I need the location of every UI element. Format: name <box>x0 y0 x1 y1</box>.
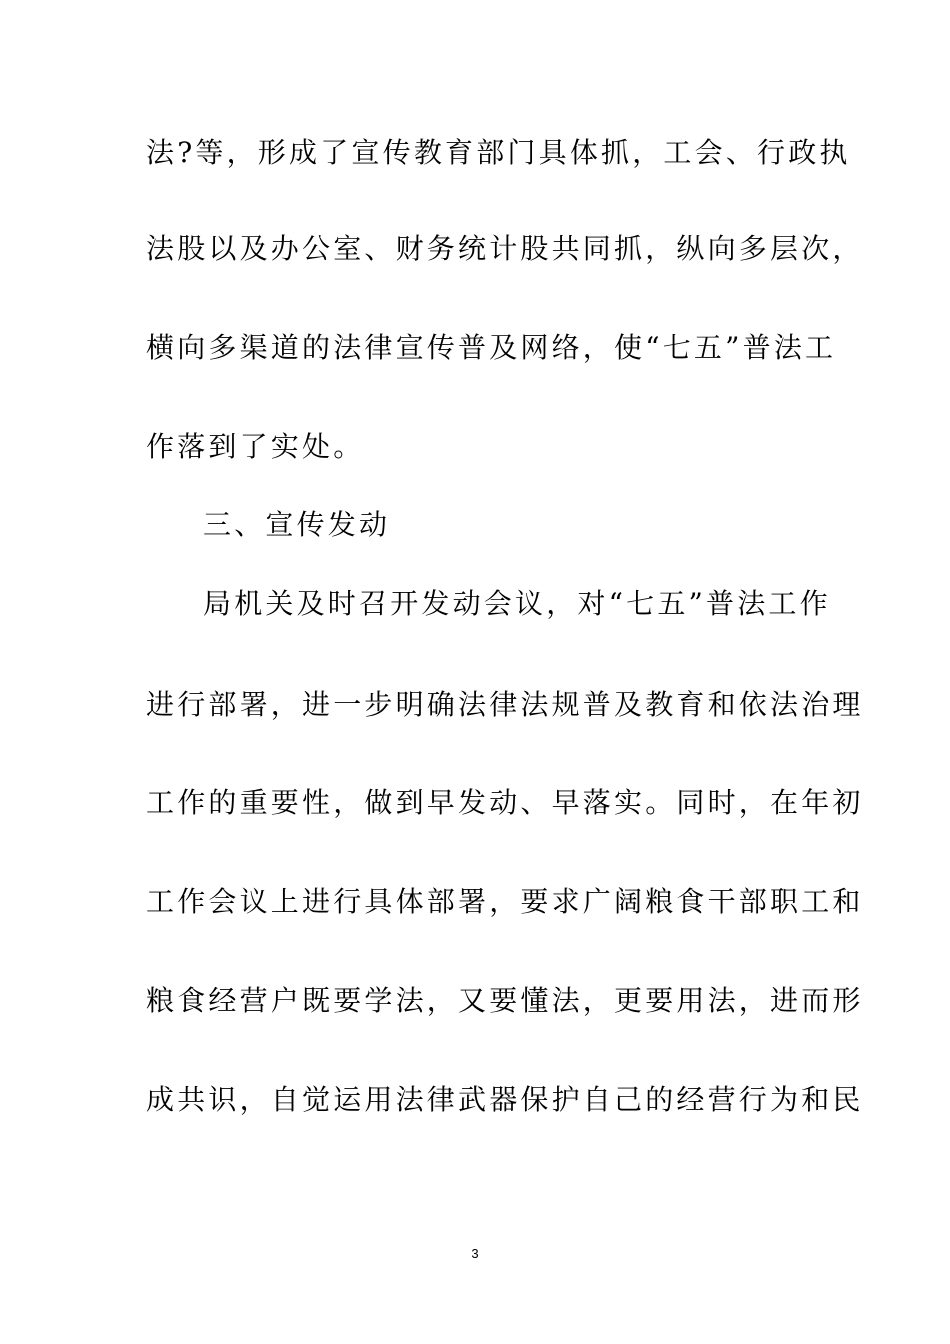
body-text-line: 成共识，自觉运用法律武器保护自己的经营行为和民 <box>146 1083 864 1116</box>
body-text-line: 作落到了实处。 <box>146 430 365 463</box>
body-text-line: 工作的重要性，做到早发动、早落实。同时，在年初 <box>146 786 864 819</box>
body-text-line: 工作会议上进行具体部署，要求广阔粮食干部职工和 <box>146 885 864 918</box>
page-number: 3 <box>471 1246 479 1261</box>
section-heading: 三、宣传发动 <box>203 508 391 541</box>
body-text-line: 法股以及办公室、财务统计股共同抓，纵向多层次， <box>146 232 864 265</box>
body-text-line: 粮食经营户既要学法，又要懂法，更要用法，进而形 <box>146 984 864 1017</box>
paragraph-first-line: 局机关及时召开发动会议，对“七五”普法工作 <box>203 587 831 620</box>
body-text-line: 法?等，形成了宣传教育部门具体抓，工会、行政执 <box>146 136 851 169</box>
body-text-line: 进行部署，进一步明确法律法规普及教育和依法治理 <box>146 688 864 721</box>
body-text-line: 横向多渠道的法律宣传普及网络，使“七五”普法工 <box>146 331 837 364</box>
